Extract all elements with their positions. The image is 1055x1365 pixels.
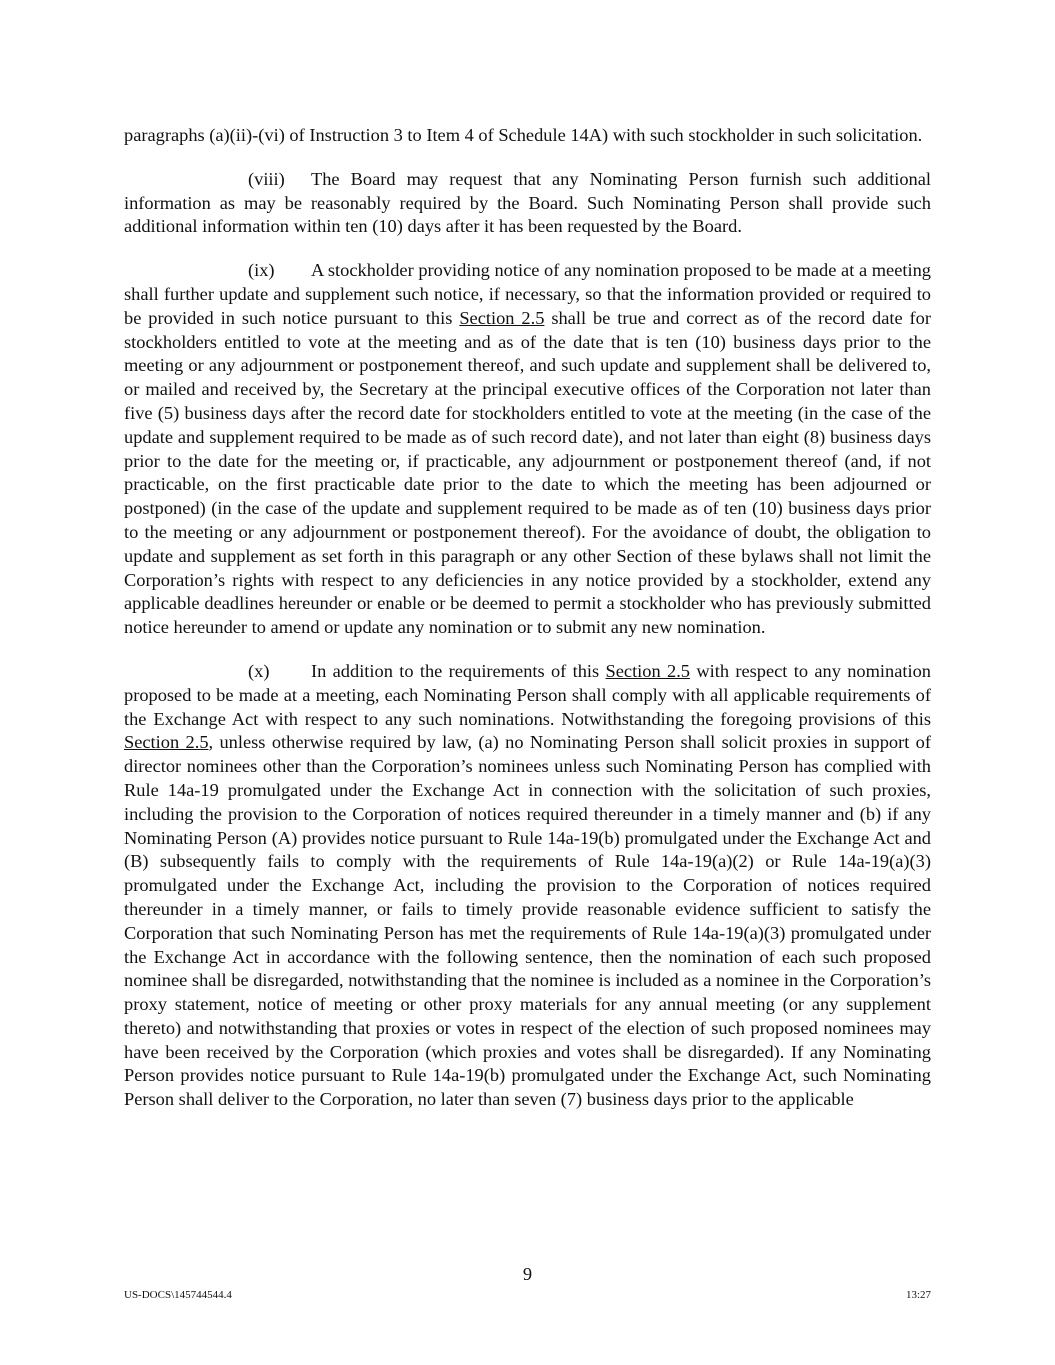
paragraph-x-text-3: , unless otherwise required by law, (a) no Nominating Person shall solicit proxies in support of director nominees other than the Corporation’s nominees unless such Nominating Person has complied with Rule 14a-19 promulgated under the Exchange Act in connection with the solicitation of such proxies, including the provision to the Corporation of notices required thereunder in a timely manner and (b) if any Nominating Person (A) provides notice pursuant to Rule 14a-19(b) promulgated under the Exchange Act and (B) subsequently fails to comply with the requirements of Rule 14a-19(a)(2) or Rule 14a-19(a)(3) promulgated under the Exchange Act, including the provision to the Corporation of notices required thereunder in a timely manner, or fails to timely provide reasonable evidence sufficient to satisfy the Corporation that such Nominating Person has met the requirements of Rule 14a-19(a)(3) promulgated under the Exchange Act in accordance with the following sentence, then the nomination of each such proposed nominee shall be disregarded, notwithstanding that the nominee is included as a nominee in the Corporation’s proxy statement, notice of meeting or other proxy materials for any annual meeting (or any supplement thereto) and notwithstanding that proxies or votes in respect of the election of such proposed nominees may have been received by the Corporation (which proxies and votes shall be disregarded). If any Nominating Person provides notice pursuant to Rule 14a-19(b) promulgated under the Exchange Act, such Nominating Person shall deliver to the Corporation, no later than seven (7) business days prior to the applicable bbox=[124, 732, 931, 1110]
paragraph-x-text-1: In addition to the requirements of this bbox=[311, 660, 606, 681]
paragraph-viii-text: The Board may request that any Nominating Person furnish such additional information as may be reasonably required by the Board. Such Nominating Person shall provide such additional information within ten (10) days after it has been requested by the Board. bbox=[124, 168, 931, 237]
page-number: 9 bbox=[522, 1264, 533, 1284]
paragraph-x-label: (x) bbox=[248, 660, 270, 681]
paragraph-x-text-2: with respect to any nomination proposed to be made at a meeting, each Nominating Person shall comply with all applicable requirements of the Exchange Act with respect to any such nominations. Notwithstanding the foregoing provisions of this bbox=[124, 660, 932, 729]
section-reference-link: Section 2.5 bbox=[605, 660, 690, 681]
paragraph-x bbox=[124, 660, 931, 1112]
paragraph-ix bbox=[124, 259, 931, 640]
document-id: US-DOCS\145744544.4 bbox=[124, 1289, 232, 1301]
document-body bbox=[124, 124, 931, 1132]
timestamp: 13:27 bbox=[905, 1289, 931, 1301]
paragraph-intro-text: paragraphs (a)(ii)-(vi) of Instruction 3 to Item 4 of Schedule 14A) with such stockholder in such solicitation. bbox=[124, 125, 923, 145]
paragraph-viii bbox=[124, 168, 931, 239]
paragraph-ix-text-2: shall be true and correct as of the record date for stockholders entitled to vote at the meeting and as of the date that is ten (10) business days prior to the meeting or any adjournment or postponement thereof, and such update and supplement shall be delivered to, or mailed and received by, the Secretary at the principal executive offices of the Corporation not later than five (5) business days after the record date for stockholders entitled to vote at the meeting (in the case of the update and supplement required to be made as of such record date), and not later than eight (8) business days prior to the date for the meeting or, if practicable, any adjournment or postponement thereof (and, if not practicable, on the first practicable date prior to the date to which the meeting has been adjourned or postponed) (in the case of the update and supplement required to be made as of ten (10) business days prior to the meeting or any adjournment or postponement thereof). For the avoidance of doubt, the obligation to update and supplement as set forth in this paragraph or any other Section of these bylaws shall not limit the Corporation’s rights with respect to any deficiencies in any notice provided by a stockholder, extend any applicable deadlines hereunder or enable or be deemed to permit a stockholder who has previously submitted notice hereunder to amend or update any nomination or to submit any new nomination. bbox=[124, 307, 931, 638]
paragraph-viii-label: (viii) bbox=[248, 168, 285, 189]
section-reference-link: Section 2.5 bbox=[124, 732, 209, 753]
paragraph-ix-text-1: A stockholder providing notice of any nomination proposed to be made at a meeting shall further update and supplement such notice, if necessary, so that the information provided or required to be provided in such notice pursuant to this bbox=[124, 260, 931, 328]
section-reference-link: Section 2.5 bbox=[459, 307, 545, 328]
paragraph-intro bbox=[124, 124, 931, 148]
paragraph-ix-label: (ix) bbox=[248, 260, 275, 281]
